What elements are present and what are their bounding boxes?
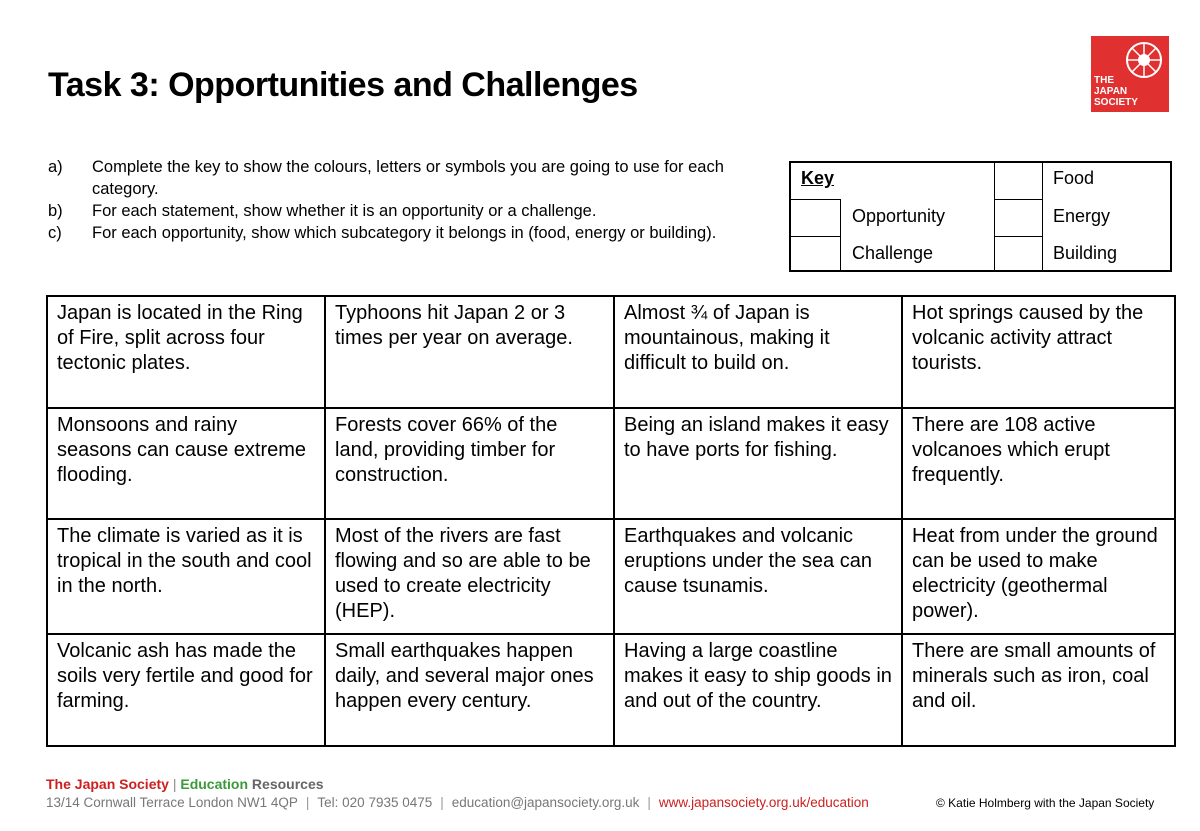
key-label-food: Food [1053, 168, 1095, 188]
key-label-building: Building [1053, 243, 1118, 263]
statement-cell[interactable]: Typhoons hit Japan 2 or 3 times per year on average. [325, 296, 614, 408]
statement-cell[interactable]: Heat from under the ground can be used to make electricity (geothermal power). [902, 519, 1175, 634]
footer-brand [46, 776, 324, 792]
table-row [47, 634, 1175, 746]
statement-cell[interactable]: The climate is varied as it is tropical in the south and cool in the north. [47, 519, 325, 634]
footer-sep: | [647, 795, 651, 810]
statement-cell[interactable]: Japan is located in the Ring of Fire, split across four tectonic plates. [47, 296, 325, 408]
instruction-text: Complete the key to show the colours, letters or symbols you are going to use for each category. [92, 158, 724, 198]
statement-cell[interactable]: Almost ¾ of Japan is mountainous, making it difficult to build on. [614, 296, 902, 408]
table-row [47, 519, 1175, 634]
footer-sep: | [305, 795, 310, 810]
copyright: © Katie Holmberg with the Japan Society [936, 796, 1155, 810]
key-box-opportunity[interactable] [791, 199, 841, 237]
instruction-label: c) [48, 224, 62, 242]
instruction-item [48, 200, 748, 222]
table-row [47, 408, 1175, 519]
statements-grid [46, 295, 1176, 747]
logo-line-3: SOCIETY [1094, 97, 1138, 108]
instructions [48, 156, 748, 244]
footer-divider: | [172, 776, 177, 792]
key-label-energy: Energy [1053, 206, 1111, 226]
footer-sep: | [440, 795, 444, 810]
statement-cell[interactable]: Most of the rivers are fast flowing and so are able to be used to create electricity (HEP). [325, 519, 614, 634]
statement-cell[interactable]: Earthquakes and volcanic eruptions under the sea can cause tsunamis. [614, 519, 902, 634]
statement-cell[interactable]: Monsoons and rainy seasons can cause extreme flooding. [47, 408, 325, 519]
statement-cell[interactable]: There are 108 active volcanoes which erupt frequently. [902, 408, 1175, 519]
statement-cell[interactable]: Being an island makes it easy to have ports for fishing. [614, 408, 902, 519]
instruction-item [48, 156, 748, 200]
key-label-challenge: Challenge [852, 243, 934, 263]
page-title: Task 3: Opportunities and Challenges [48, 66, 638, 104]
footer-website-link[interactable]: www.japansociety.org.uk/education [658, 795, 869, 810]
statement-cell[interactable]: Small earthquakes happen daily, and several major ones happen every century. [325, 634, 614, 746]
footer-address: 13/14 Cornwall Terrace London NW1 4QP [46, 795, 298, 810]
footer-org: The Japan Society [46, 776, 169, 792]
instruction-label: b) [48, 202, 63, 220]
japan-society-logo [1091, 36, 1169, 112]
instruction-text: For each opportunity, show which subcategory it belongs in (food, energy or building). [92, 224, 717, 242]
footer-email[interactable]: education@japansociety.org.uk [451, 795, 640, 810]
footer-education: Education [180, 776, 249, 792]
key-heading: Key [801, 168, 835, 188]
statement-cell[interactable]: Hot springs caused by the volcanic activity attract tourists. [902, 296, 1175, 408]
key-table [789, 161, 1172, 272]
instruction-item [48, 222, 748, 244]
key-box-challenge[interactable] [791, 236, 841, 272]
table-row [47, 296, 1175, 408]
footer-tel: Tel: 020 7935 0475 [317, 795, 433, 810]
statement-cell[interactable]: There are small amounts of minerals such as iron, coal and oil. [902, 634, 1175, 746]
statement-cell[interactable]: Forests cover 66% of the land, providing timber for construction. [325, 408, 614, 519]
key-box-food[interactable] [994, 162, 1043, 200]
logo-line-1: THE [1094, 75, 1114, 86]
statement-cell[interactable]: Having a large coastline makes it easy to ship goods in and out of the country. [614, 634, 902, 746]
key-box-energy[interactable] [994, 199, 1043, 237]
instruction-text: For each statement, show whether it is an opportunity or a challenge. [92, 202, 597, 220]
logo-line-2: JAPAN [1094, 86, 1128, 97]
footer-resources: Resources [251, 776, 324, 792]
instruction-label: a) [48, 158, 63, 176]
statement-cell[interactable]: Volcanic ash has made the soils very fertile and good for farming. [47, 634, 325, 746]
footer-contact [46, 795, 869, 810]
key-label-opportunity: Opportunity [852, 206, 946, 226]
key-box-building[interactable] [994, 236, 1043, 272]
